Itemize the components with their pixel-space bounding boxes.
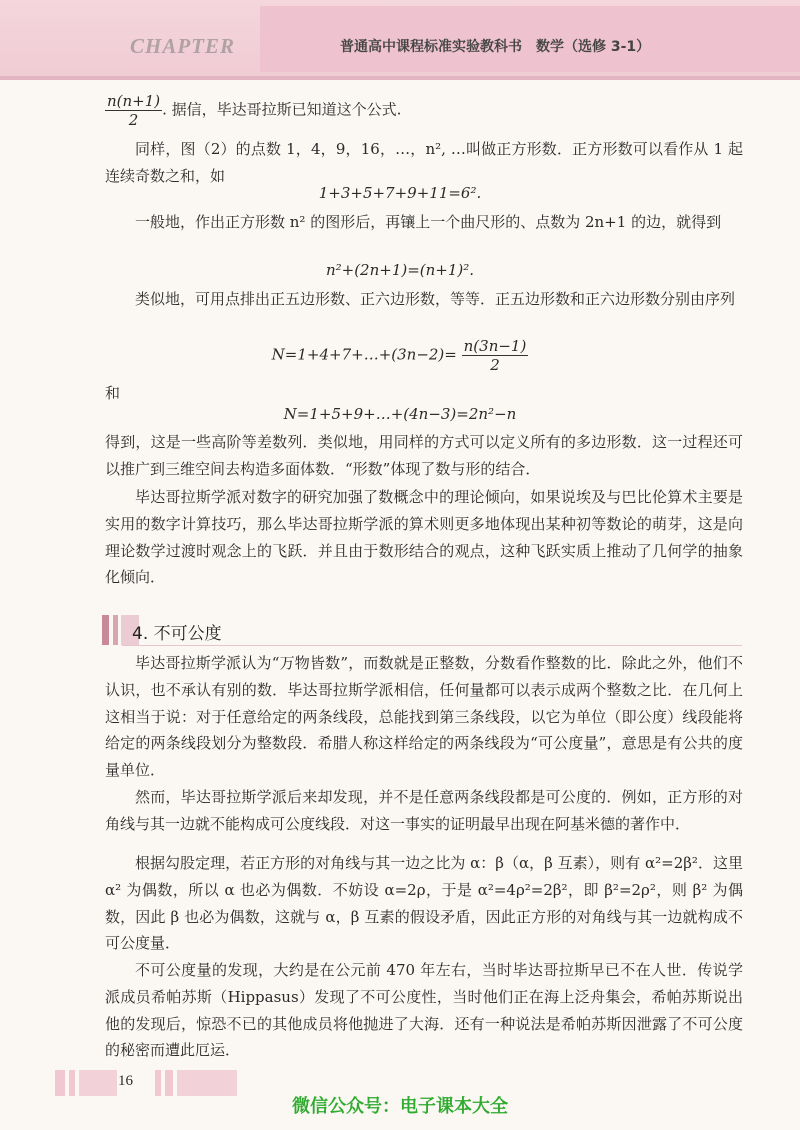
page-header xyxy=(0,0,800,80)
section-marker xyxy=(102,615,109,645)
paragraph-2: 一般地，作出正方形数 n² 的图形后，再镶上一个曲尺形的、点数为 2n+1 的边，就得到 xyxy=(135,213,722,231)
equation-2: n²+(2n+1)=(n+1)². xyxy=(325,261,475,279)
formula-line xyxy=(105,92,743,129)
paragraph-8: 根据勾股定理，若正方形的对角线与其一边之比为 α：β（α，β 互素），则有 α²=2β²．这里 α² 为偶数，所以 α 也必为偶数．不妨设 α=2ρ，于是 α²=4ρ²=2β²，即 β²=2ρ²，则 β² 为偶数，因此 β 也必为偶数，这就与 α，β 互素的假设矛盾，因此正方形的对角线与其一边就构成不可公度量． xyxy=(105,854,743,953)
equation-3-left: N=1+4+7+…+(3n−2)= xyxy=(271,345,457,364)
fraction-numerator: n(n+1) xyxy=(107,92,161,110)
equation-1: 1+3+5+7+9+11=6². xyxy=(318,184,482,202)
fraction-denominator: 2 xyxy=(128,111,139,129)
fraction-numerator: n(3n−1) xyxy=(463,337,527,355)
chapter-label: CHAPTER xyxy=(130,34,236,58)
paragraph-3: 类似地，可用点排出正五边形数、正六边形数，等等．正五边形数和正六边形数分别由序列 xyxy=(135,290,736,308)
book-title: 普通高中课程标准实验教科书 数学（选修 3-1） xyxy=(340,39,651,55)
header-rule xyxy=(0,76,800,80)
paragraph-4: 得到，这是一些高阶等差数列．类似地，用同样的方式可以定义所有的多边形数．这一过程还可以推广到三维空间去构造多面体数．“形数”体现了数与形的结合． xyxy=(105,433,743,478)
equation-3-fraction xyxy=(462,337,529,374)
equation-3 xyxy=(0,337,800,374)
paragraph-5: 毕达哥拉斯学派对数字的研究加强了数概念中的理论倾向，如果说埃及与巴比伦算术主要是实用的数字计算技巧，那么毕达哥拉斯学派的算术则更多地体现出某种初等数论的萌芽，这是向理论数学过渡时观念上的飞跃．并且由于数形结合的观点，这种飞跃实质上推动了几何学的抽象化倾向． xyxy=(105,488,743,587)
section-rule xyxy=(122,645,742,646)
paragraph-9: 不可公度量的发现，大约是在公元前 470 年左右，当时毕达哥拉斯早已不在人世．传说学派成员希帕苏斯（Hippasus）发现了不可公度性，当时他们正在海上泛舟集会，希帕苏斯说出他的发现后，惊恐不已的其他成员将他抛进了大海．还有一种说法是希帕苏斯因泄露了不可公度的秘密而遭此厄运． xyxy=(105,961,743,1060)
section-marker xyxy=(113,615,118,645)
fraction-denominator: 2 xyxy=(490,356,500,374)
formula-tail-text: . 据信，毕达哥拉斯已知道这个公式. xyxy=(162,100,402,119)
fraction xyxy=(105,92,162,129)
footer-watermark: 微信公众号：电子课本大全 xyxy=(292,1096,508,1117)
page-number: 16 xyxy=(118,1073,133,1089)
paragraph-1: 同样，图（2）的点数 1，4，9，16，…，n², …叫做正方形数．正方形数可以看作从 1 起连续奇数之和，如 xyxy=(105,140,743,185)
and-word: 和 xyxy=(105,384,121,402)
section-title: 4. 不可公度 xyxy=(132,624,222,644)
paragraph-6: 毕达哥拉斯学派认为“万物皆数”，而数就是正整数，分数看作整数的比．除此之外，他们不认识，也不承认有别的数．毕达哥拉斯学派相信，任何量都可以表示成两个整数之比．在几何上这相当于说：对于任意给定的两条线段，总能找到第三条线段，以它为单位（即公度）线段能将给定的两条线段划分为整数段．希腊人称这样给定的两条线段为“可公度量”，意思是有公共的度量单位． xyxy=(105,654,743,780)
section-heading xyxy=(102,615,742,645)
equation-4: N=1+5+9+…+(4n−3)=2n²−n xyxy=(283,405,517,423)
paragraph-7: 然而，毕达哥拉斯学派后来却发现，并不是任意两条线段都是可公度的．例如，正方形的对角线与其一边就不能构成可公度线段．对这一事实的证明最早出现在阿基米德的著作中． xyxy=(105,788,743,833)
